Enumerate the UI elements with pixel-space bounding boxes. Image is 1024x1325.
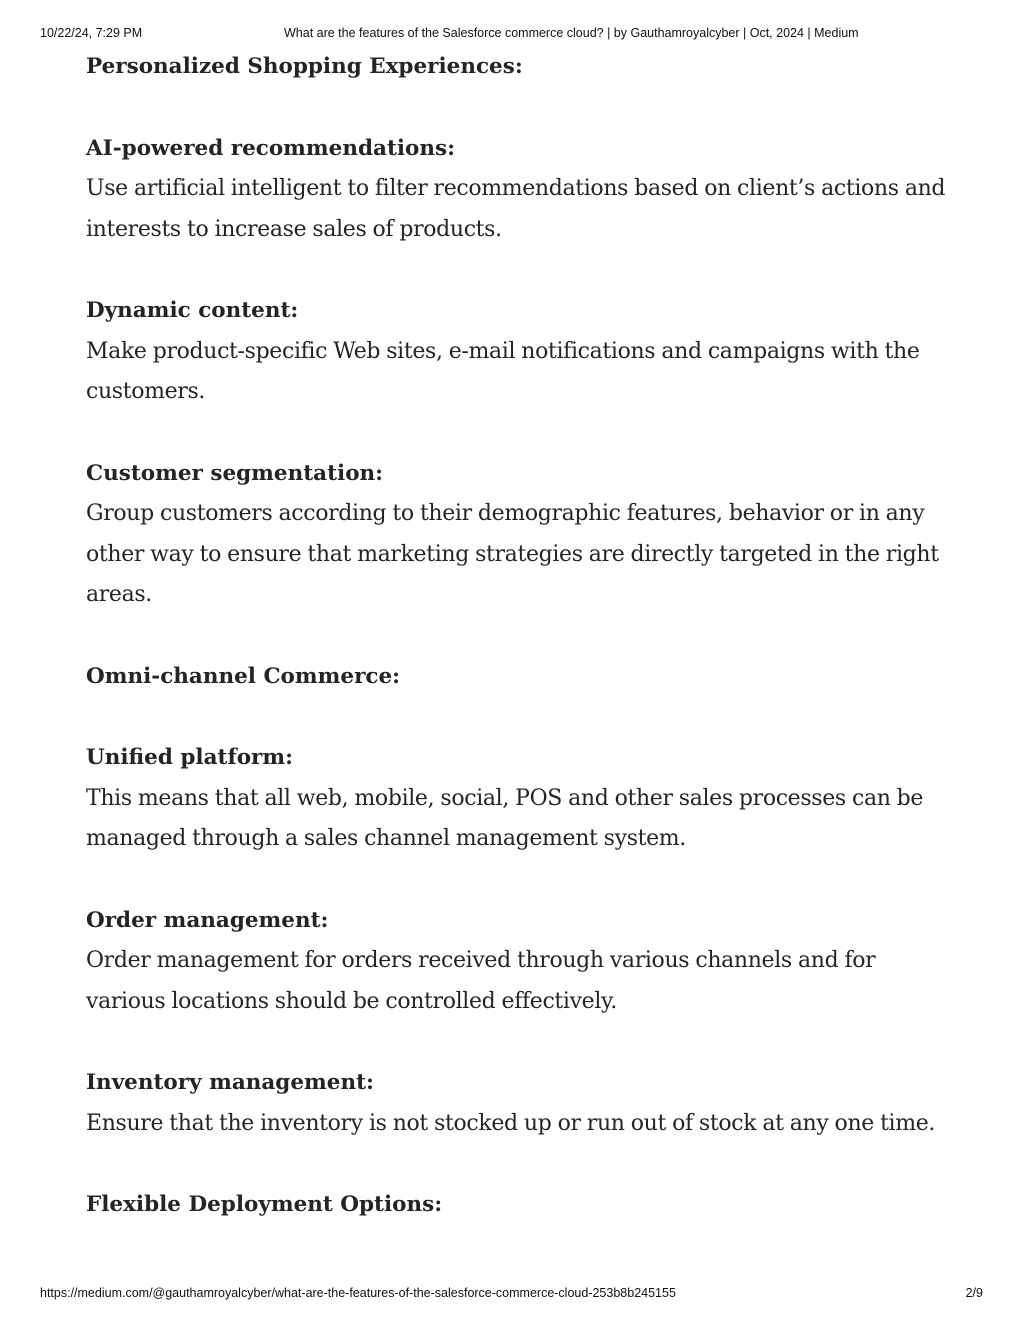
subheading-dynamic-content: Dynamic content: <box>86 298 299 323</box>
paragraph-spacer <box>86 616 946 657</box>
article-body <box>86 47 946 1226</box>
paragraph-spacer <box>86 1144 946 1185</box>
paragraph-ai-recommendations: Use artificial intelligent to filter recommendations based on client’s actions and interests to increase sales of products. <box>86 176 946 242</box>
subheading-inventory-management: Inventory management: <box>86 1070 374 1095</box>
print-datetime: 10/22/24, 7:29 PM <box>40 26 143 40</box>
paragraph-dynamic-content: Make product-specific Web sites, e-mail notifications and campaigns with the customers. <box>86 338 920 404</box>
section-heading-flexible-deployment: Flexible Deployment Options: <box>86 1192 443 1217</box>
paragraph-order-management: Order management for orders received through various channels and for various locations should be controlled effectively. <box>86 948 876 1014</box>
print-page-title: What are the features of the Salesforce commerce cloud? | by Gauthamroyalcyber | Oct, 2024 | Medium <box>284 26 859 40</box>
paragraph-spacer <box>86 860 946 901</box>
paragraph-spacer <box>86 413 946 454</box>
paragraph-spacer <box>86 88 946 129</box>
print-page-number: 2/9 <box>965 1286 983 1300</box>
print-header <box>0 26 1024 42</box>
paragraph-spacer <box>86 250 946 291</box>
paragraph-customer-segmentation: Group customers according to their demographic features, behavior or in any other way to ensure that marketing strategies are directly targeted in the right areas. <box>86 501 939 607</box>
subheading-ai-recommendations: AI-powered recommendations: <box>86 135 456 161</box>
paragraph-unified-platform: This means that all web, mobile, social, POS and other sales processes can be managed through a sales channel management system. <box>86 785 924 851</box>
print-url: https://medium.com/@gauthamroyalcyber/what-are-the-features-of-the-salesforce-commerce-cloud-253b8b245155 <box>40 1286 676 1300</box>
subheading-order-management: Order management: <box>86 907 329 933</box>
subheading-customer-segmentation: Customer segmentation: <box>86 460 384 486</box>
subheading-unified-platform: Unified platform: <box>86 745 294 770</box>
paragraph-spacer <box>86 1022 946 1063</box>
paragraph-spacer <box>86 697 946 738</box>
print-footer <box>0 1286 1024 1302</box>
paragraph-inventory-management: Ensure that the inventory is not stocked up or run out of stock at any one time. <box>86 1110 936 1136</box>
section-heading-omnichannel: Omni-channel Commerce: <box>86 663 401 689</box>
section-heading-personalized: Personalized Shopping Experiences: <box>86 54 523 79</box>
